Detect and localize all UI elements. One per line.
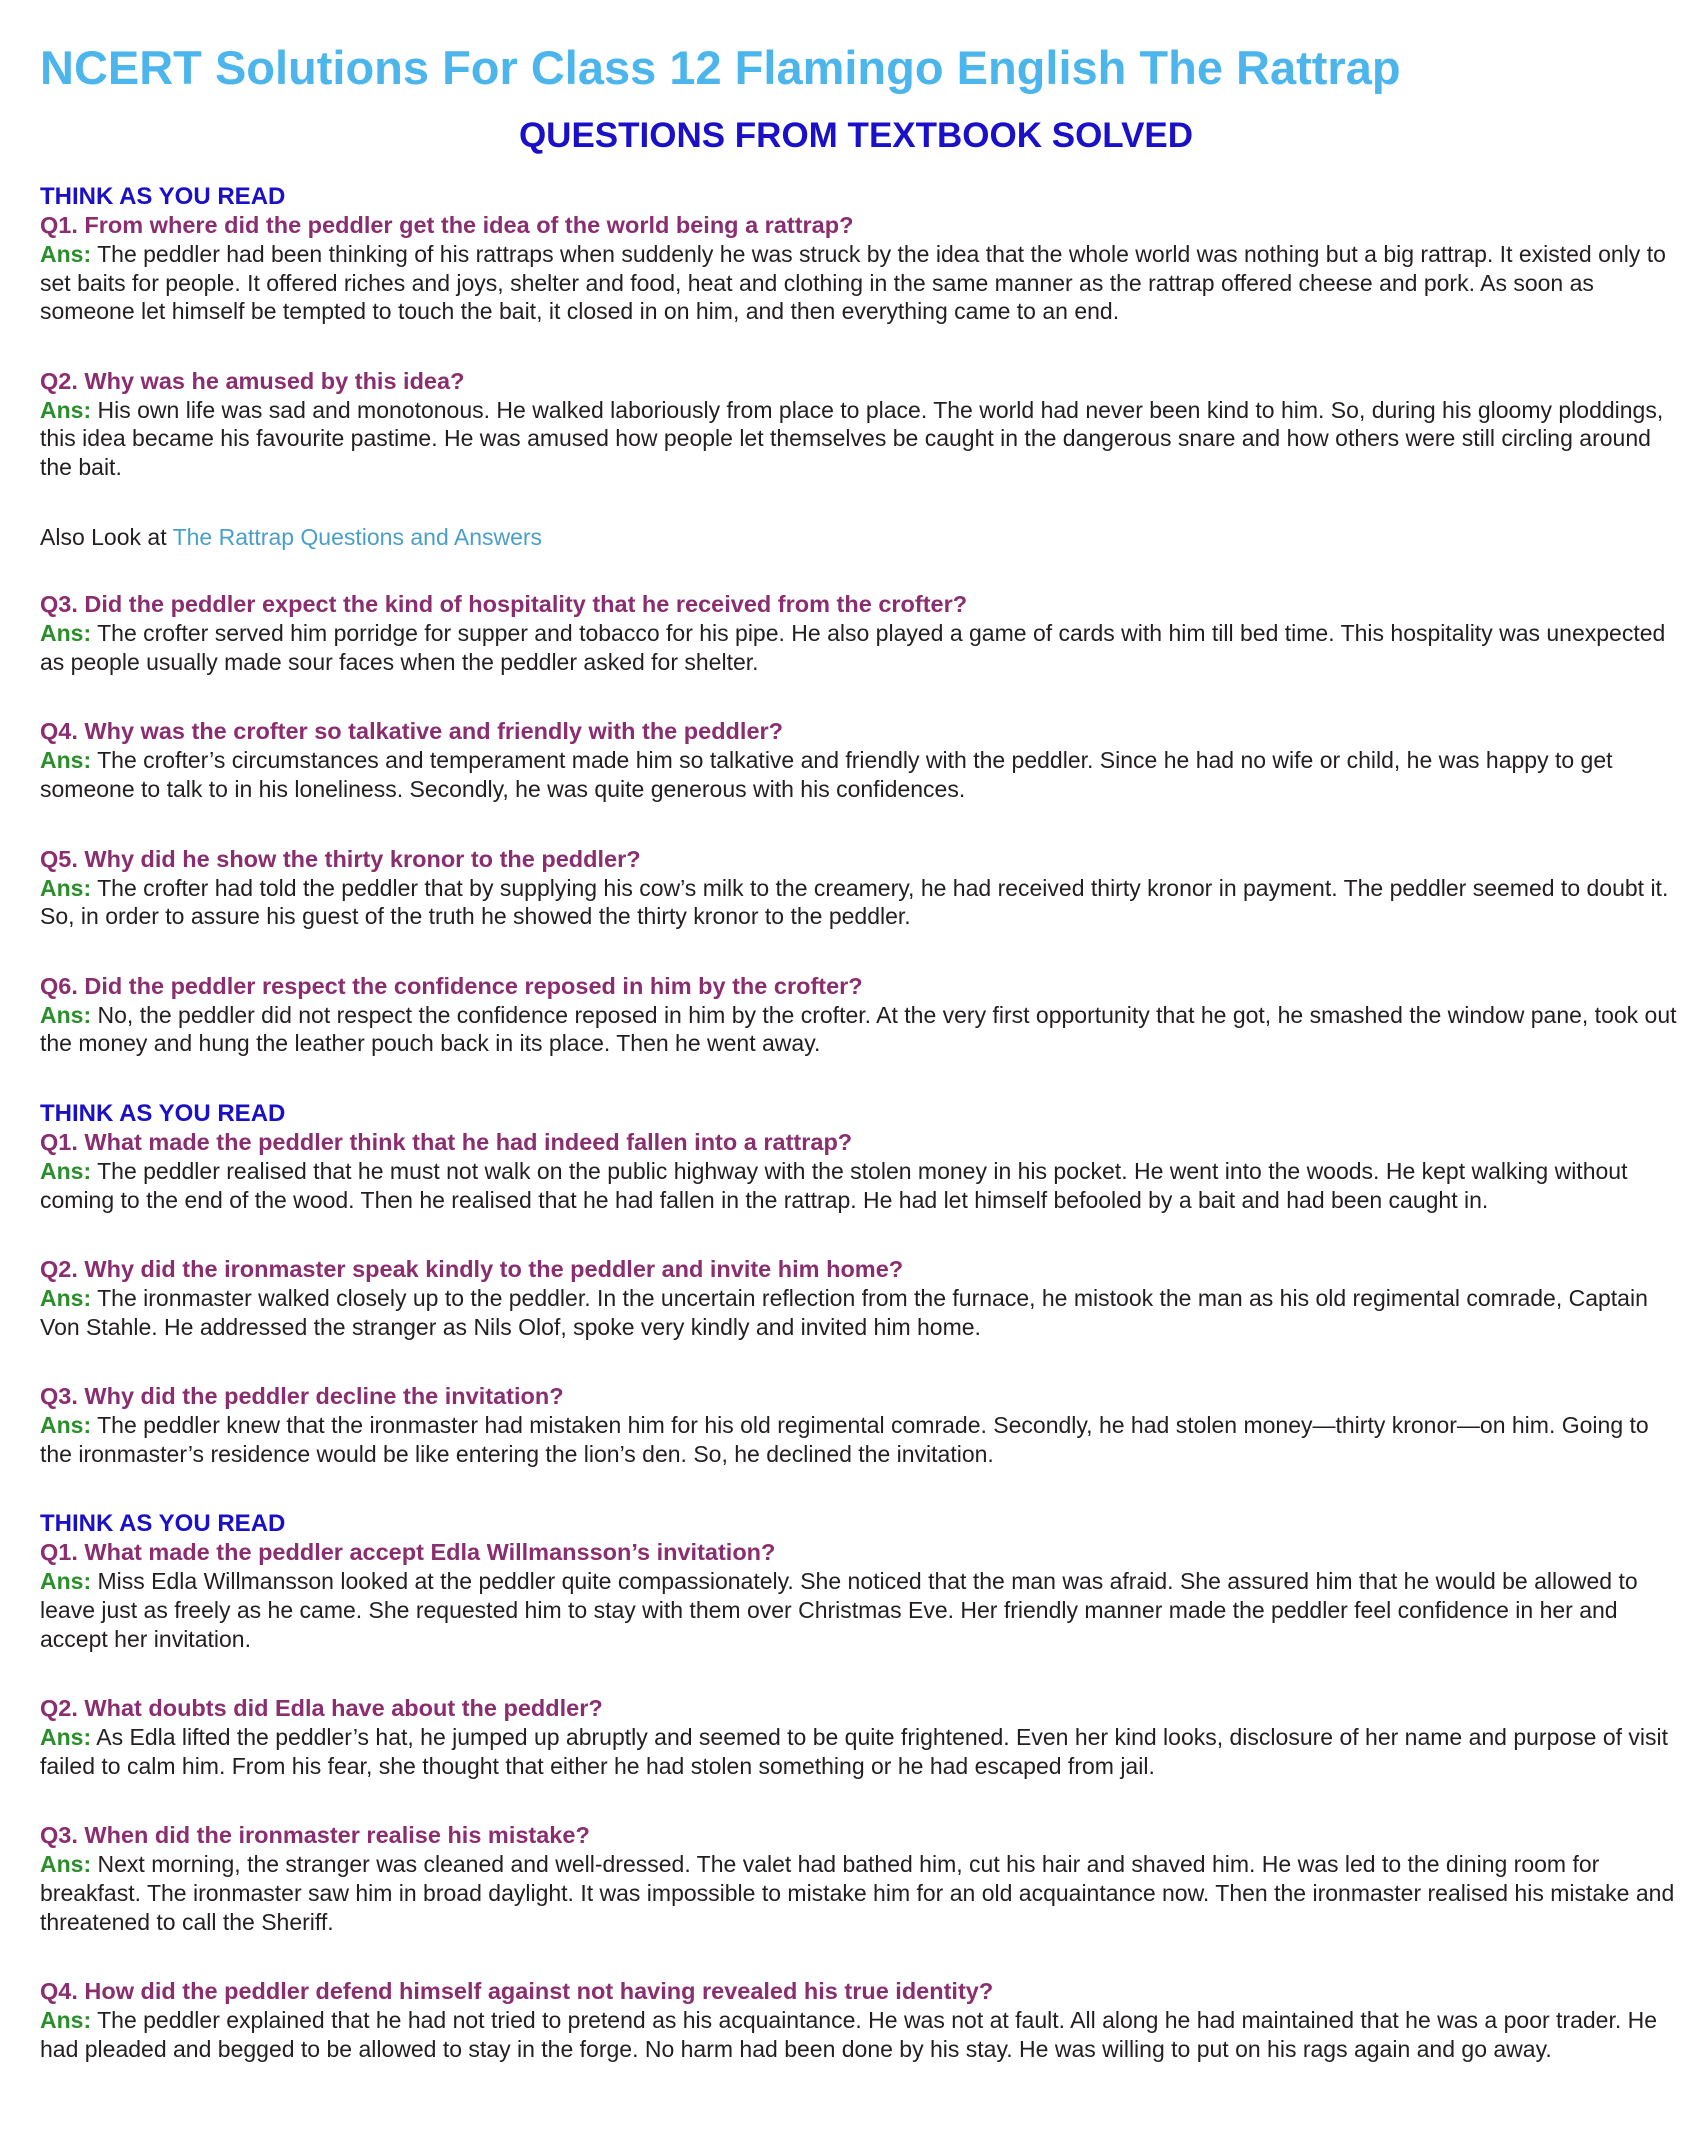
answer-label: Ans:: [40, 241, 92, 267]
answer: [40, 619, 1680, 676]
answer-text: No, the peddler did not respect the confidence reposed in him by the crofter. At the very first opportunity that he got, he smashed the window pane, took out the money and hung the leather pouch back in its place. Then he went away.: [40, 1001, 1677, 1057]
question: Q5. Why did he show the thirty kronor to the peddler?: [40, 845, 641, 872]
answer-label: Ans:: [40, 1285, 92, 1312]
qa-item: [40, 1382, 1680, 1468]
qa-item: [40, 972, 1680, 1058]
answer-text: His own life was sad and monotonous. He walked laboriously from place to place. The world had never been kind to him. So, during his gloomy ploddings, this idea became his favourite pastime. He was amused how people let themselves be caught in the dangerous snare and how others were still circling around the bait.: [40, 396, 1664, 480]
also-look-line: [40, 523, 1680, 552]
document-subtitle: QUESTIONS FROM TEXTBOOK SOLVED: [518, 116, 1194, 155]
answer-label: Ans:: [40, 874, 92, 901]
qa-item: [40, 717, 1680, 803]
qa-item: [40, 1538, 1680, 1653]
answer-label: Ans:: [40, 1724, 92, 1751]
answer-label: Ans:: [40, 620, 92, 647]
answer-label: Ans:: [40, 1568, 92, 1595]
answer: [40, 1850, 1680, 1936]
question: Q6. Did the peddler respect the confidence reposed in him by the crofter?: [40, 972, 863, 999]
qa-sections: [40, 182, 1680, 2063]
question: Q2. Why did the ironmaster speak kindly to the peddler and invite him home?: [40, 1256, 904, 1283]
answer-label: Ans:: [40, 1001, 92, 1028]
answer-text: The crofter served him porridge for supper and tobacco for his pipe. He also played a game of cards with him till bed time. This hospitality was unexpected as people usually made sour faces when the peddler asked for shelter.: [40, 620, 1666, 675]
question: Q3. Why did the peddler decline the invitation?: [40, 1383, 564, 1410]
qa-item: [40, 590, 1680, 676]
question: Q4. How did the peddler defend himself against not having revealed his true identity?: [40, 1978, 994, 2005]
document-page: [40, 40, 1680, 2104]
answer: [40, 1723, 1680, 1780]
question: Q4. Why was the crofter so talkative and friendly with the peddler?: [40, 718, 784, 745]
section-heading: THINK AS YOU READ: [40, 1099, 286, 1127]
question: Q1. What made the peddler think that he had indeed fallen into a rattrap?: [40, 1128, 853, 1155]
answer-text: Next morning, the stranger was cleaned and well-dressed. The valet had bathed him, cut his hair and shaved him. He was led to the dining room for breakfast. The ironmaster saw him in broad daylight. It was impossible to mistake him for an old acquaintance now. Then the ironmaster realised his mistake and threatened to call the Sheriff.: [40, 1851, 1675, 1935]
answer-label: Ans:: [40, 1157, 92, 1184]
section-heading: THINK AS YOU READ: [40, 1510, 286, 1538]
answer-text: The peddler realised that he must not walk on the public highway with the stolen money in his pocket. He went into the woods. He kept walking without coming to the end of the wood. Then he realised that he had fallen in the rattrap. He had let himself befooled by a bait and had been caught in.: [40, 1157, 1628, 1213]
answer: [40, 1157, 1680, 1214]
qa-item: [40, 1821, 1680, 1936]
answer-text: As Edla lifted the peddler’s hat, he jumped up abruptly and seemed to be quite frightened. Even her kind looks, disclosure of her name and purpose of visit failed to calm him. From his fear, she thought that either he had stolen something or he had escaped from jail.: [40, 1724, 1669, 1779]
also-look-prefix: Also Look at: [40, 523, 167, 550]
answer-text: The ironmaster walked closely up to the peddler. In the uncertain reflection from the furnace, he mistook the man as his old regimental comrade, Captain Von Stahle. He addressed the stranger as Nils Olof, spoke very kindly and invited him home.: [40, 1285, 1648, 1340]
section-heading: THINK AS YOU READ: [40, 183, 286, 210]
qa-item: [40, 1255, 1680, 1341]
question: Q1. What made the peddler accept Edla Willmansson’s invitation?: [40, 1539, 776, 1566]
qa-item: [40, 1977, 1680, 2063]
qa-item: [40, 845, 1680, 931]
answer: [40, 396, 1680, 482]
answer-text: The crofter’s circumstances and temperament made him so talkative and friendly with the peddler. Since he had no wife or child, he was happy to get someone to talk to in his loneliness. Secondly, he was quite generous with his confidences.: [40, 747, 1613, 802]
qa-item: [40, 1128, 1680, 1214]
section-1: [40, 182, 1680, 1058]
question: Q3. When did the ironmaster realise his mistake?: [40, 1822, 590, 1849]
answer-label: Ans:: [40, 1412, 92, 1439]
answer-text: The peddler explained that he had not tried to pretend as his acquaintance. He was not at fault. All along he had maintained that he was a poor trader. He had pleaded and begged to be allowed to stay in the forge. No harm had been done by his stay. He was willing to put on his rags again and go away.: [40, 2007, 1658, 2062]
document-title: NCERT Solutions For Class 12 Flamingo English The Rattrap: [40, 41, 1401, 94]
answer: [40, 1284, 1680, 1341]
answer: [40, 874, 1680, 931]
section-3: [40, 1509, 1680, 2063]
question: Q3. Did the peddler expect the kind of hospitality that he received from the crofter?: [40, 591, 968, 618]
qa-item: [40, 367, 1680, 482]
answer: [40, 240, 1680, 326]
rattrap-qa-link[interactable]: The Rattrap Questions and Answers: [172, 523, 543, 550]
answer-label: Ans:: [40, 1851, 92, 1878]
answer-text: Miss Edla Willmansson looked at the peddler quite compassionately. She noticed that the man was afraid. She assured him that he would be allowed to leave just as freely as he came. She requested him to stay with them over Christmas Eve. Her friendly manner made the peddler feel confidence in her and accept her invitation.: [40, 1568, 1638, 1652]
answer-text: The peddler had been thinking of his rattraps when suddenly he was struck by the idea that the whole world was nothing but a big rattrap. It existed only to set baits for people. It offered riches and joys, shelter and food, heat and clothing in the same manner as the rattrap offered cheese and pork. As soon as someone let himself be tempted to touch the bait, it closed in on him, and then everything came to an end.: [40, 241, 1666, 325]
answer: [40, 2006, 1680, 2063]
answer-text: The peddler knew that the ironmaster had mistaken him for his old regimental comrade. Secondly, he had stolen money—thirty kronor—on him. Going to the ironmaster’s residence would be like entering the lion’s den. So, he declined the invitation.: [40, 1412, 1649, 1467]
answer-label: Ans:: [40, 747, 92, 774]
answer: [40, 1411, 1680, 1468]
answer: [40, 1001, 1680, 1058]
question: Q2. What doubts did Edla have about the peddler?: [40, 1695, 603, 1722]
answer-text: The crofter had told the peddler that by supplying his cow’s milk to the creamery, he had received thirty kronor in payment. The peddler seemed to doubt it. So, in order to assure his guest of the truth he showed the thirty kronor to the peddler.: [40, 874, 1669, 930]
answer: [40, 746, 1680, 803]
section-2: [40, 1099, 1680, 1469]
answer-label: Ans:: [40, 396, 92, 423]
question: Q1. From where did the peddler get the idea of the world being a rattrap?: [40, 212, 854, 238]
answer: [40, 1567, 1680, 1653]
answer-label: Ans:: [40, 2007, 92, 2034]
qa-item: [40, 1694, 1680, 1780]
qa-item: [40, 211, 1680, 326]
question: Q2. Why was he amused by this idea?: [40, 367, 465, 394]
